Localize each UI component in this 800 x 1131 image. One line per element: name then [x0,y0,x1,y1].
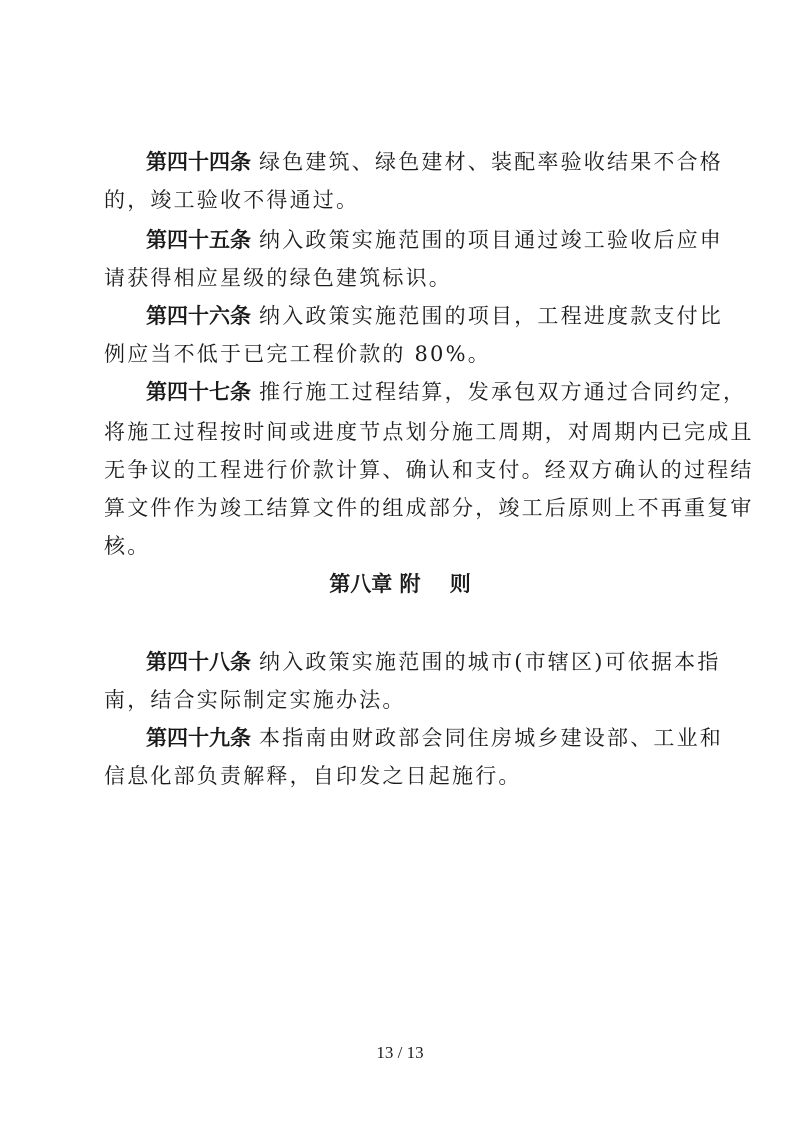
article-number: 第四十四条 [146,150,251,174]
article-number: 第四十八条 [146,650,251,674]
article-45-line-1: 第四十五条 纳入政策实施范围的项目通过竣工验收后应申 [146,228,723,252]
article-number: 第四十七条 [146,380,251,404]
article-47-line-2: 将施工过程按时间或进度节点划分施工周期，对周期内已完成且 [104,420,754,444]
article-46-line-2: 例应当不低于已完工程价款的 80%。 [104,342,491,366]
article-44-line-1: 第四十四条 绿色建筑、绿色建材、装配率验收结果不合格 [146,150,723,174]
article-number: 第四十五条 [146,228,251,252]
article-49-line-1: 第四十九条 本指南由财政部会同住房城乡建设部、工业和 [146,726,723,750]
article-number: 第四十九条 [146,726,251,750]
article-48-line-1: 第四十八条 纳入政策实施范围的城市(市辖区)可依据本指 [146,650,721,674]
article-44-line-2: 的，竣工验收不得通过。 [104,188,360,212]
article-number: 第四十六条 [146,304,251,328]
article-47-line-3: 无争议的工程进行价款计算、确认和支付。经双方确认的过程结 [104,458,754,482]
chapter-heading: 第八章 附 则 [329,572,471,596]
article-45-line-2: 请获得相应星级的绿色建筑标识。 [104,266,452,290]
article-47-line-5: 核。 [104,534,151,558]
page-number: 13 / 13 [376,1043,424,1062]
article-49-line-2: 信息化部负责解释，自印发之日起施行。 [104,764,522,788]
article-47-line-1: 第四十七条 推行施工过程结算，发承包双方通过合同约定， [146,380,747,404]
article-48-line-2: 南，结合实际制定实施办法。 [104,688,406,712]
article-47-line-4: 算文件作为竣工结算文件的组成部分，竣工后原则上不再重复审 [104,496,754,520]
article-46-line-1: 第四十六条 纳入政策实施范围的项目，工程进度款支付比 [146,304,723,328]
